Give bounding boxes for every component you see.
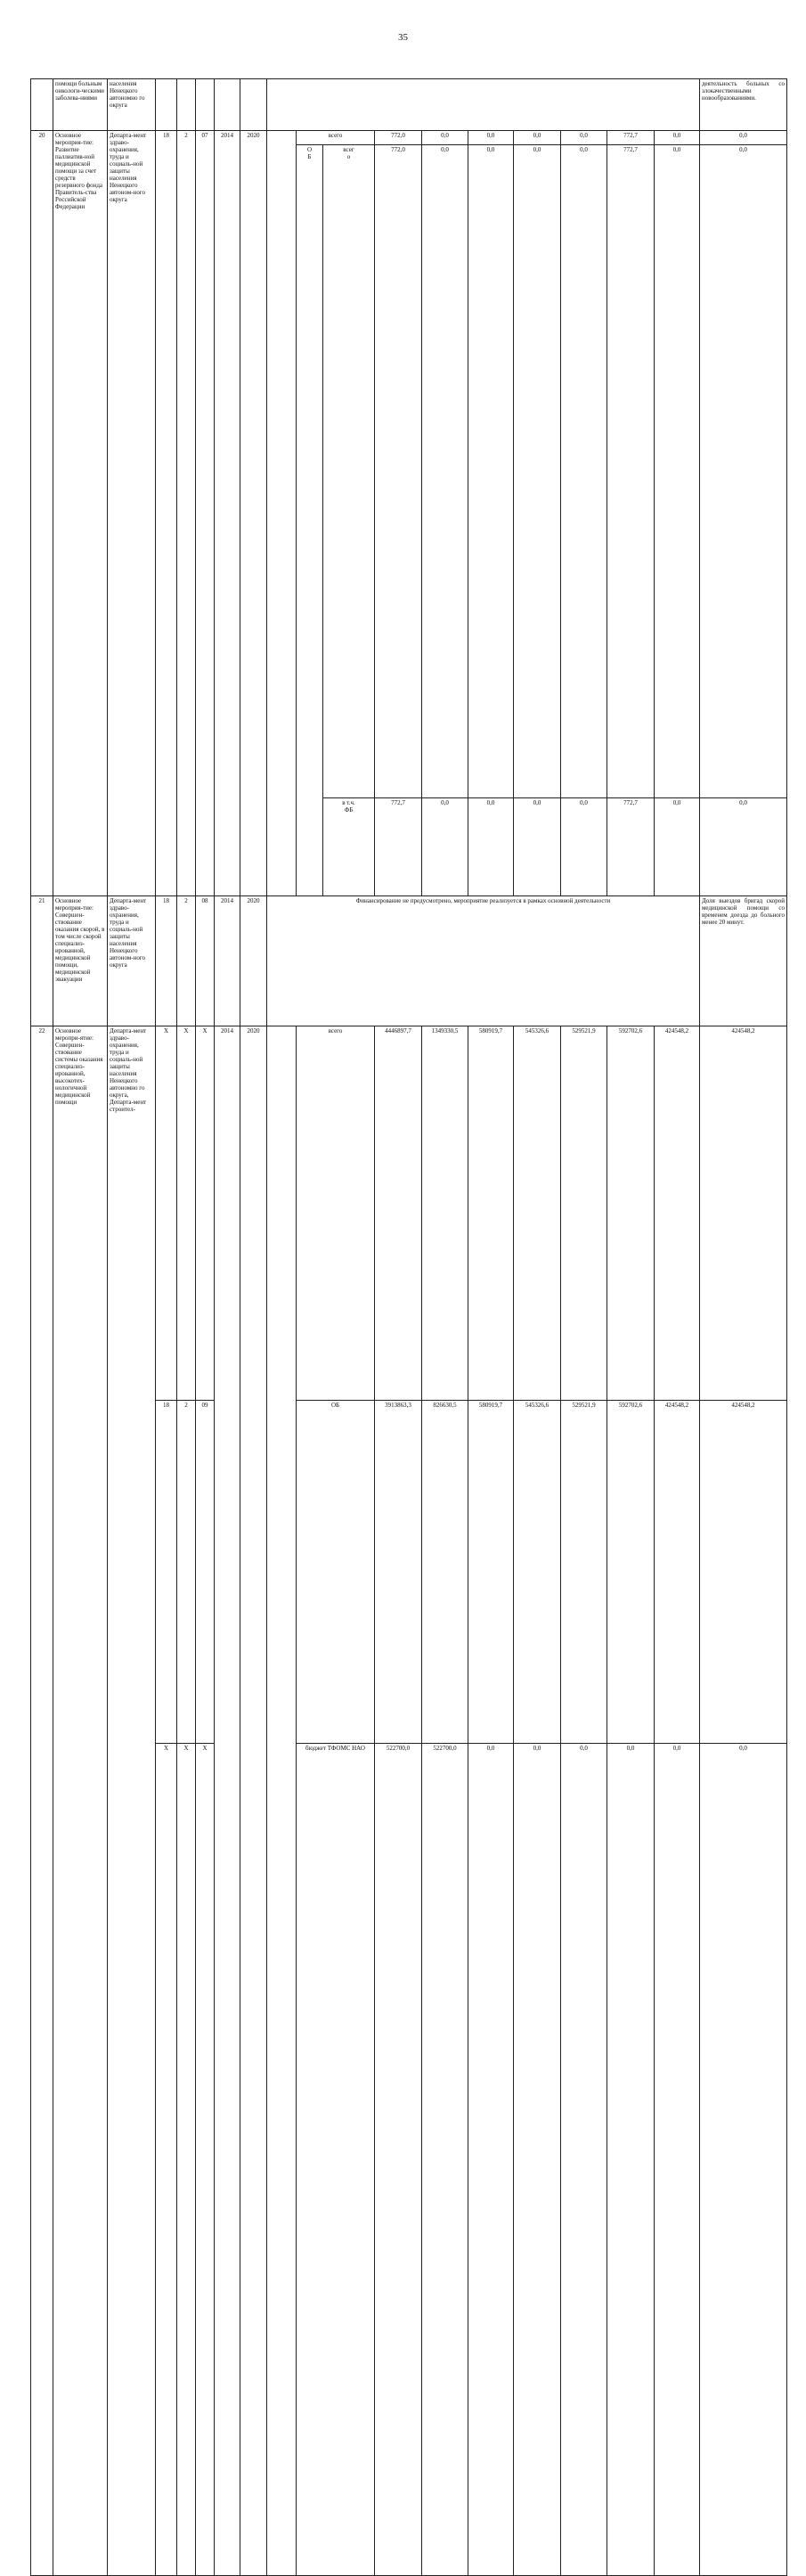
amount-cell: 0,0 [468,798,514,896]
amount-cell: 0,0 [561,798,607,896]
budget-code-cell: Х [177,1026,196,1401]
amount-cell: 522700,0 [375,1744,422,2576]
amount-cell: 580919,7 [468,1401,514,1744]
amount-cell: 772,7 [375,798,422,896]
amount-cell: 0,0 [514,131,561,145]
amount-cell: 0,0 [655,131,700,145]
amount-cell: 0,0 [700,145,787,798]
amount-cell: 0,0 [422,131,468,145]
amount-cell: 522700,0 [422,1744,468,2576]
amount-cell: 772,7 [607,131,655,145]
amount-cell: 0,0 [655,798,700,896]
measure-name-cell: помощи больным онкологи-ческими заболева-ниями [53,79,108,131]
amount-cell: 529521,9 [561,1401,607,1744]
amount-cell: 0,0 [561,1744,607,2576]
amount-cell: 0,0 [607,1744,655,2576]
budget-code-cell: Х [156,1744,177,2576]
source-label: в т.ч. [342,799,355,806]
executor-cell: населения Ненецкого автономно го округа [108,79,156,131]
budget-code-cell: 2 [177,131,196,896]
amount-cell: 545326,6 [514,1401,561,1744]
source-label-cell: всего [297,131,375,145]
result-indicator-cell: деятельность больных со злокачественными новообразованиями. [700,79,787,131]
budget-code-cell: 18 [156,131,177,896]
budget-code-cell: 2 [177,1401,196,1744]
budget-code-cell: 2 [177,896,196,1026]
amount-cell: 592702,6 [607,1026,655,1401]
end-year-cell: 2020 [240,131,267,896]
source-label-cell [323,798,375,896]
budget-code-cell: Х [196,1744,215,2576]
amount-cell: 0,0 [700,798,787,896]
financing-cell [267,79,700,131]
source-label-cell: бюджет ТФОМС НАО [297,1744,375,2576]
start-year-cell: 2014 [215,1026,240,2576]
end-year-cell: 2020 [240,896,267,1026]
source-code-cell [297,145,323,896]
amount-cell: 772,0 [375,145,422,798]
source-label-cell: ОБ [297,1401,375,1744]
table-row-21 [31,896,787,1026]
source-label-cell [323,145,375,798]
table-row-20 [31,131,787,145]
amount-cell: 0,0 [700,131,787,145]
source-label: всег [343,146,354,153]
amount-cell: 0,0 [468,145,514,798]
amount-cell: 545326,6 [514,1026,561,1401]
source-label-cell: всего [297,1026,375,1401]
amount-cell: 592702,6 [607,1401,655,1744]
source-label: ФБ [344,806,354,814]
row-number-cell [31,79,53,131]
amount-cell: 0,0 [468,1744,514,2576]
amount-cell: 1349330,5 [422,1026,468,1401]
measure-name-cell: Основное мероприя-тие: Развитие паллиатив-ной медицинской помощи за счет средств резервного фонда Правитель-ства Российской Федерации [53,131,108,896]
executor-cell: Департа-мент здраво-охранения, труда и социаль-ной защиты населения Ненецкого автоном-ного округа [108,131,156,896]
executor-cell: Департа-мент здраво-охранения, труда и социаль-ной защиты населения Ненецкого автономно го округа, Департа-мент строител- [108,1026,156,2576]
source-label: о [346,153,351,160]
amount-cell: 580919,7 [468,1026,514,1401]
amount-cell: 0,0 [561,145,607,798]
amount-cell: 0,0 [468,131,514,145]
measure-name-cell: Основное мероприя-тие: Совершен-ствование оказания скорой, в том числе скорой специализ-ированной, медицинской помощи, медицинской эвакуации [53,896,108,1026]
amount-cell: 0,0 [700,1744,787,2576]
budget-code-cell: 08 [196,896,215,1026]
amount-cell: 424548,2 [655,1401,700,1744]
amount-cell: 0,0 [561,131,607,145]
amount-cell: 0,0 [514,1744,561,2576]
program-measures-table [30,78,787,2576]
end-year-cell: 2020 [240,1026,267,2576]
table-row-continuation [31,79,787,131]
amount-cell: 772,0 [375,131,422,145]
measure-name-cell: Основное меропри-ятие: Совершен-ствование системы оказания специализ-ированной, высокотех-нологичной медицинской помощи [53,1026,108,2576]
amount-cell: 826630,5 [422,1401,468,1744]
row-number-cell: 20 [31,131,53,896]
budget-code-cell: 18 [156,896,177,1026]
budget-code-cell: 07 [196,131,215,896]
blank-cell [267,131,297,896]
amount-cell: 424548,2 [700,1026,787,1401]
table-row-22 [31,1026,787,1401]
amount-cell: 772,7 [607,798,655,896]
start-year-cell: 2014 [215,131,240,896]
amount-cell: 772,7 [607,145,655,798]
budget-code-cell: 09 [196,1401,215,1744]
result-indicator-cell: Доля выездов бригад скорой медицинской помощи со временем доезда до больного менее 20 минут. [700,896,787,1026]
amount-cell: 3913863,3 [375,1401,422,1744]
start-year-cell: 2014 [215,896,240,1026]
row-number-cell: 21 [31,896,53,1026]
amount-cell: 0,0 [655,145,700,798]
source-letter: О [306,146,313,153]
blank-cell [267,1026,297,2576]
financing-note-cell: Финансирование не предусмотрено, мероприятие реализуется в рамках основной деятельности [267,896,700,1026]
amount-cell: 0,0 [514,145,561,798]
amount-cell: 0,0 [422,145,468,798]
amount-cell: 529521,9 [561,1026,607,1401]
budget-code-cell: 18 [156,1401,177,1744]
amount-cell: 424548,2 [700,1401,787,1744]
amount-cell: 0,0 [422,798,468,896]
budget-code-cell: Х [156,1026,177,1401]
page-number: 35 [398,32,408,43]
row-number-cell: 22 [31,1026,53,2576]
amount-cell: 0,0 [514,798,561,896]
amount-cell: 424548,2 [655,1026,700,1401]
executor-cell: Департа-мент здраво-охранения, труда и социаль-ной защиты населения Ненецкого автоном-ного округа [108,896,156,1026]
budget-code-cell: Х [196,1026,215,1401]
budget-code-cell: Х [177,1744,196,2576]
amount-cell: 0,0 [655,1744,700,2576]
source-letter: Б [307,153,312,160]
amount-cell: 4446897,7 [375,1026,422,1401]
